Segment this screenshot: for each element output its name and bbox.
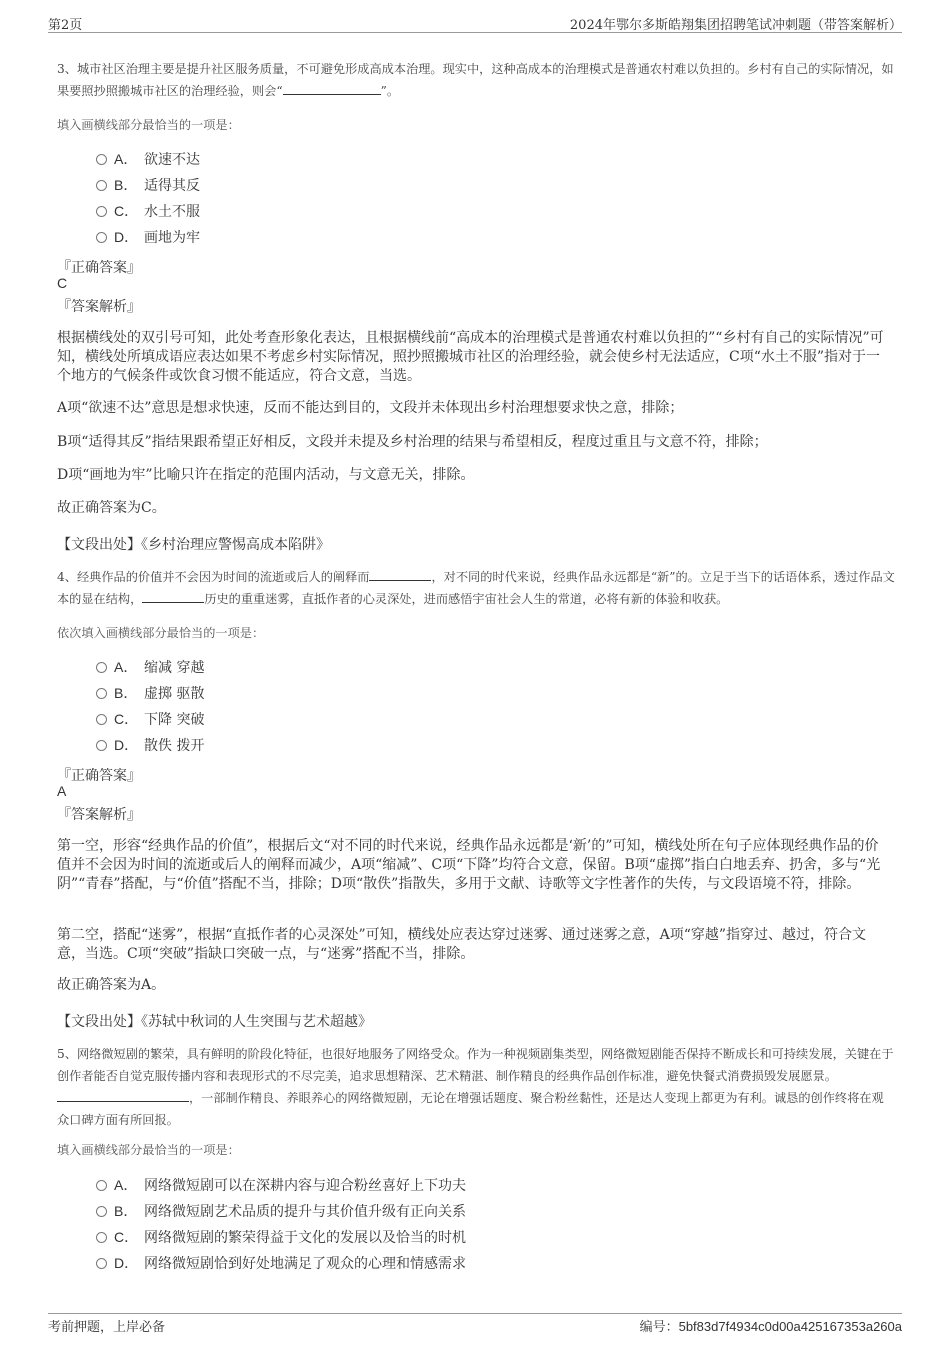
radio-icon[interactable]: [96, 1206, 107, 1217]
answer-blank: [369, 566, 431, 581]
radio-icon[interactable]: [96, 180, 107, 191]
page-header: [48, 14, 902, 33]
q5-option-a[interactable]: A． 网络微短剧可以在深耕内容与迎合粉丝喜好上下功夫: [96, 1175, 466, 1195]
radio-icon[interactable]: [96, 206, 107, 217]
radio-icon[interactable]: [96, 1258, 107, 1269]
correct-answer-label: 『正确答案』: [57, 260, 141, 276]
question-4-prompt: 依次填入画横线部分最恰当的一项是：: [57, 626, 265, 640]
document-title: 2024年鄂尔多斯皓翔集团招聘笔试冲刺题（带答案解析）: [569, 18, 902, 33]
radio-icon[interactable]: [96, 688, 107, 699]
page-footer: [48, 1313, 902, 1336]
q5-option-b[interactable]: B． 网络微短剧艺术品质的提升与其价值升级有正向关系: [96, 1201, 466, 1221]
radio-icon[interactable]: [96, 714, 107, 725]
question-5-prompt: 填入画横线部分最恰当的一项是：: [57, 1143, 240, 1157]
page-number: 第2页: [48, 18, 83, 33]
radio-icon[interactable]: [96, 1232, 107, 1243]
q3-option-a[interactable]: A． 欲速不达: [96, 149, 200, 169]
analysis-conclusion: 故正确答案为A。: [57, 977, 166, 993]
analysis-label: 『答案解析』: [57, 807, 141, 823]
q5-option-d[interactable]: D． 网络微短剧恰到好处地满足了观众的心理和情感需求: [96, 1253, 466, 1273]
answer-blank: [283, 80, 381, 95]
answer-blank: [57, 1087, 189, 1102]
question-3-prompt: 填入画横线部分最恰当的一项是：: [57, 118, 240, 132]
correct-answer: A: [57, 783, 67, 799]
correct-answer-label: 『正确答案』: [57, 768, 141, 784]
q4-option-a[interactable]: A． 缩减 穿越: [96, 657, 204, 677]
radio-icon[interactable]: [96, 1180, 107, 1191]
q3-option-c[interactable]: C． 水土不服: [96, 201, 200, 221]
q4-option-c[interactable]: C． 下降 突破: [96, 709, 204, 729]
correct-answer: C: [57, 275, 68, 291]
question-5-text: 5、网络微短剧的繁荣，具有鲜明的阶段化特征，也很好地服务了网络受众。作为一种视频剧集类型，网络微短剧能否保持不断成长和可持续发展，关键在于创作者能否自觉克服传播内容和表现形式的不尽完美，追求思想精深、艺术精湛、制作精良的经典作品创作标准，避免快餐式消费损毁发展愿景。，一部制作精良、养眼养心的网络微短剧，无论在增强话题度、聚合粉丝黏性，还是达人变现上都更为有利。诚恳的创作终将在观众口碑方面有所回报。: [57, 1047, 894, 1127]
q3-option-d[interactable]: D． 画地为牢: [96, 227, 200, 247]
answer-blank: [142, 588, 204, 603]
analysis-conclusion: 故正确答案为C。: [57, 500, 166, 516]
analysis-paragraph: B项“适得其反”指结果跟希望正好相反，文段并未提及乡村治理的结果与希望相反，程度过重且与文意不符，排除；: [57, 434, 768, 450]
q5-option-c[interactable]: C． 网络微短剧的繁荣得益于文化的发展以及恰当的时机: [96, 1227, 466, 1247]
footer-slogan: 考前押题，上岸必备: [48, 1320, 166, 1335]
question-4-text: 4、经典作品的价值并不会因为时间的流逝或后人的阐释而 ，对不同的时代来说，经典作品永远都是“新”的。立足于当下的话语体系，透过作品文本的显在结构， 历史的重重迷雾，直抵作者的心灵深处，进而感悟宇宙社会人生的常道，必将有新的体验和收获。: [57, 566, 895, 610]
analysis-paragraph: D项“画地为牢”比喻只许在指定的范围内活动，与文意无关，排除。: [57, 467, 475, 483]
q4-option-b[interactable]: B． 虚掷 驱散: [96, 683, 204, 703]
analysis-paragraph: A项“欲速不达”意思是想求快速，反而不能达到目的，文段并未体现出乡村治理想要求快之意，排除；: [57, 400, 684, 416]
radio-icon[interactable]: [96, 232, 107, 243]
document-code: 编号：5bf83d7f4934c0d00a425167353a260a: [639, 1319, 902, 1335]
question-3-text: 3、城市社区治理主要是提升社区服务质量，不可避免形成高成本治理。现实中，这种高成本的治理模式是普通农村难以负担的。乡村有自己的实际情况，如果要照抄照搬城市社区的治理经验，则会“ ”。: [57, 62, 894, 98]
q3-option-b[interactable]: B． 适得其反: [96, 175, 200, 195]
radio-icon[interactable]: [96, 662, 107, 673]
radio-icon[interactable]: [96, 154, 107, 165]
analysis-label: 『答案解析』: [57, 299, 141, 315]
source-citation: 【文段出处】《乡村治理应警惕高成本陷阱》: [57, 537, 330, 553]
q4-option-d[interactable]: D． 散佚 拨开: [96, 735, 204, 755]
analysis-paragraph: 根据横线处的双引号可知，此处考查形象化表达，且根据横线前“高成本的治理模式是普通农村难以负担的”“乡村有自己的实际情况”可知，横线处所填成语应表达如果不考虑乡村实际情况，照抄照搬城市社区的治理经验，就会使乡村无法适应，C项“水土不服”指对于一个地方的气候条件或饮食习惯不能适应，符合文意，当选。: [57, 330, 884, 384]
analysis-paragraph: 第一空，形容“经典作品的价值”，根据后文“对不同的时代来说，经典作品永远都是‘新’的”可知，横线处所在句子应体现经典作品的价值并不会因为时间的流逝或后人的阐释而减少，A项“缩减”、C项“下降”均符合文意，保留。B项“虚掷”指白白地丢弃、扔舍，多与“光阴”“青春”搭配，与“价值”搭配不当，排除；D项“散佚”指散失，多用于文献、诗歌等文字性著作的失传，与文段语境不符，排除。: [57, 838, 881, 892]
radio-icon[interactable]: [96, 740, 107, 751]
analysis-paragraph: 第二空，搭配“迷雾”，根据“直抵作者的心灵深处”可知，横线处应表达穿过迷雾、通过迷雾之意，A项“穿越”指穿过、越过，符合文意，当选。C项“突破”指缺口突破一点，与“迷雾”搭配不当，排除。: [57, 927, 867, 962]
source-citation: 【文段出处】《苏轼中秋词的人生突围与艺术超越》: [57, 1014, 372, 1030]
